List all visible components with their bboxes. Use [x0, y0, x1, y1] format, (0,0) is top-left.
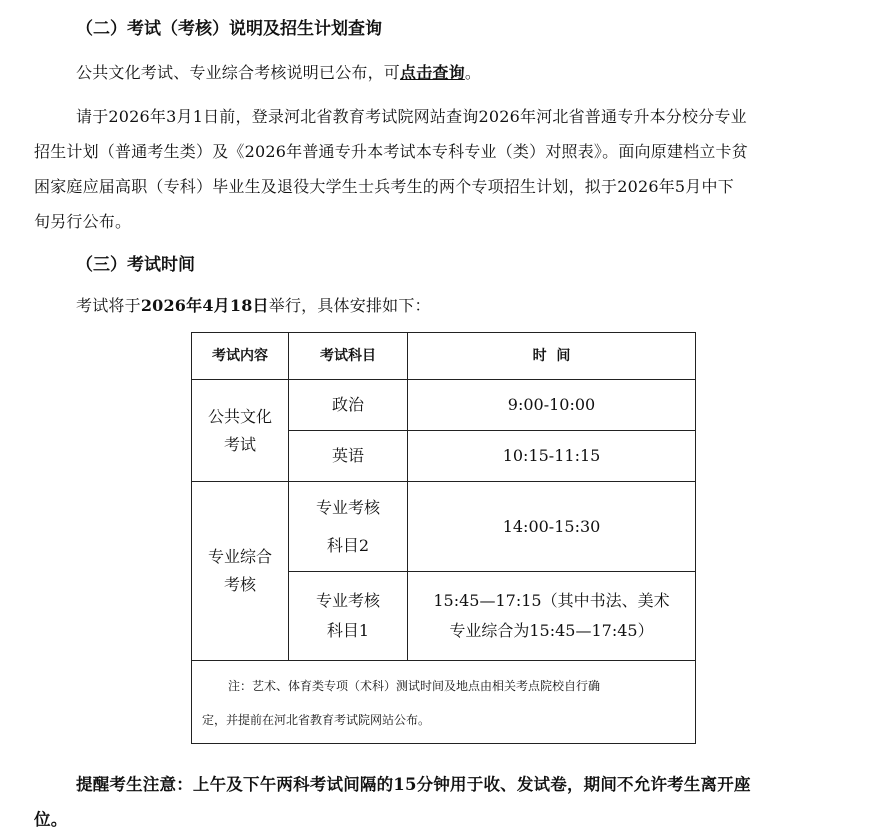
- notes-published-period: 。: [464, 63, 482, 82]
- subject-cell: 英语: [289, 431, 408, 482]
- exam-date: 2026年4月18日: [140, 296, 269, 315]
- header-exam-content: 考试内容: [192, 333, 289, 380]
- table-note-line1: 注：艺术、体育类专项（术科）测试时间及地点由相关考点院校自行确: [228, 679, 601, 693]
- header-time: 时 间: [408, 333, 696, 380]
- group-public-culture-line1: 公共文化: [207, 406, 272, 426]
- group-public-culture-line2: 考试: [223, 434, 256, 454]
- paragraph-line-3: 困家庭应届高职（专科）毕业生及退役大学生士兵考生的两个专项招生计划，拟于2026年5月中下: [34, 177, 734, 196]
- table-note: [192, 661, 696, 744]
- group-professional: [192, 482, 289, 661]
- header-exam-subject: 考试科目: [289, 333, 408, 380]
- group-professional-line1: 专业综合: [207, 547, 272, 566]
- time-cell: 10:15-11:15: [408, 431, 696, 482]
- time-cell: 14:00-15:30: [408, 482, 696, 572]
- subject-cell: 政治: [289, 380, 408, 431]
- paragraph-line-4: 旬另行公布。: [34, 212, 132, 231]
- subject-cell-line2: 科目1: [326, 621, 370, 640]
- subject-cell: [289, 572, 408, 661]
- paragraph-line-1: 请于2026年3月1日前，登录河北省教育考试院网站查询2026年河北省普通专升本分校分专业: [76, 107, 747, 126]
- subject-cell-line1: 专业考核: [315, 591, 380, 610]
- table-note-line2: 定，并提前在河北省教育考试院网站公布。: [202, 713, 431, 727]
- group-public-culture: [192, 380, 289, 482]
- section-heading-exam-notes: （二）考试（考核）说明及招生计划查询: [76, 19, 382, 39]
- subject-cell: [289, 482, 408, 572]
- notes-published-text: 公共文化考试、专业综合考核说明已公布，可: [76, 63, 401, 82]
- paragraph-line-2: 招生计划（普通考生类）及《2026年普通专升本考试本专科专业（类）对照表》。面向原建档立卡贫: [34, 142, 748, 161]
- subject-cell-line1: 专业考核: [315, 497, 380, 517]
- time-cell-line2: 专业综合为15:45—17:45）: [449, 621, 654, 640]
- table-header-row: [192, 333, 696, 380]
- group-professional-line2: 考核: [223, 575, 256, 594]
- table-note-row: [192, 661, 696, 744]
- time-cell: [408, 572, 696, 661]
- time-cell-line1: 15:45—17:15（其中书法、美术: [433, 591, 670, 610]
- section-heading-exam-time: （三）考试时间: [76, 255, 195, 275]
- click-query-link[interactable]: 点击查询: [400, 63, 465, 82]
- exam-date-intro: [76, 293, 431, 316]
- subject-cell-line2: 科目2: [326, 535, 370, 555]
- reminder-line-1: 提醒考生注意：上午及下午两科考试间隔的15分钟用于收、发试卷，期间不允许考生离开座: [76, 775, 751, 794]
- table-row: [192, 380, 696, 431]
- exam-schedule-table: [191, 332, 696, 744]
- exam-date-after: 举行，具体安排如下：: [268, 296, 431, 315]
- reminder-line-2: 位。: [34, 810, 68, 829]
- table-row: [192, 482, 696, 572]
- time-cell: 9:00-10:00: [408, 380, 696, 431]
- exam-date-before: 考试将于: [76, 296, 141, 315]
- notes-published-line: [76, 60, 481, 83]
